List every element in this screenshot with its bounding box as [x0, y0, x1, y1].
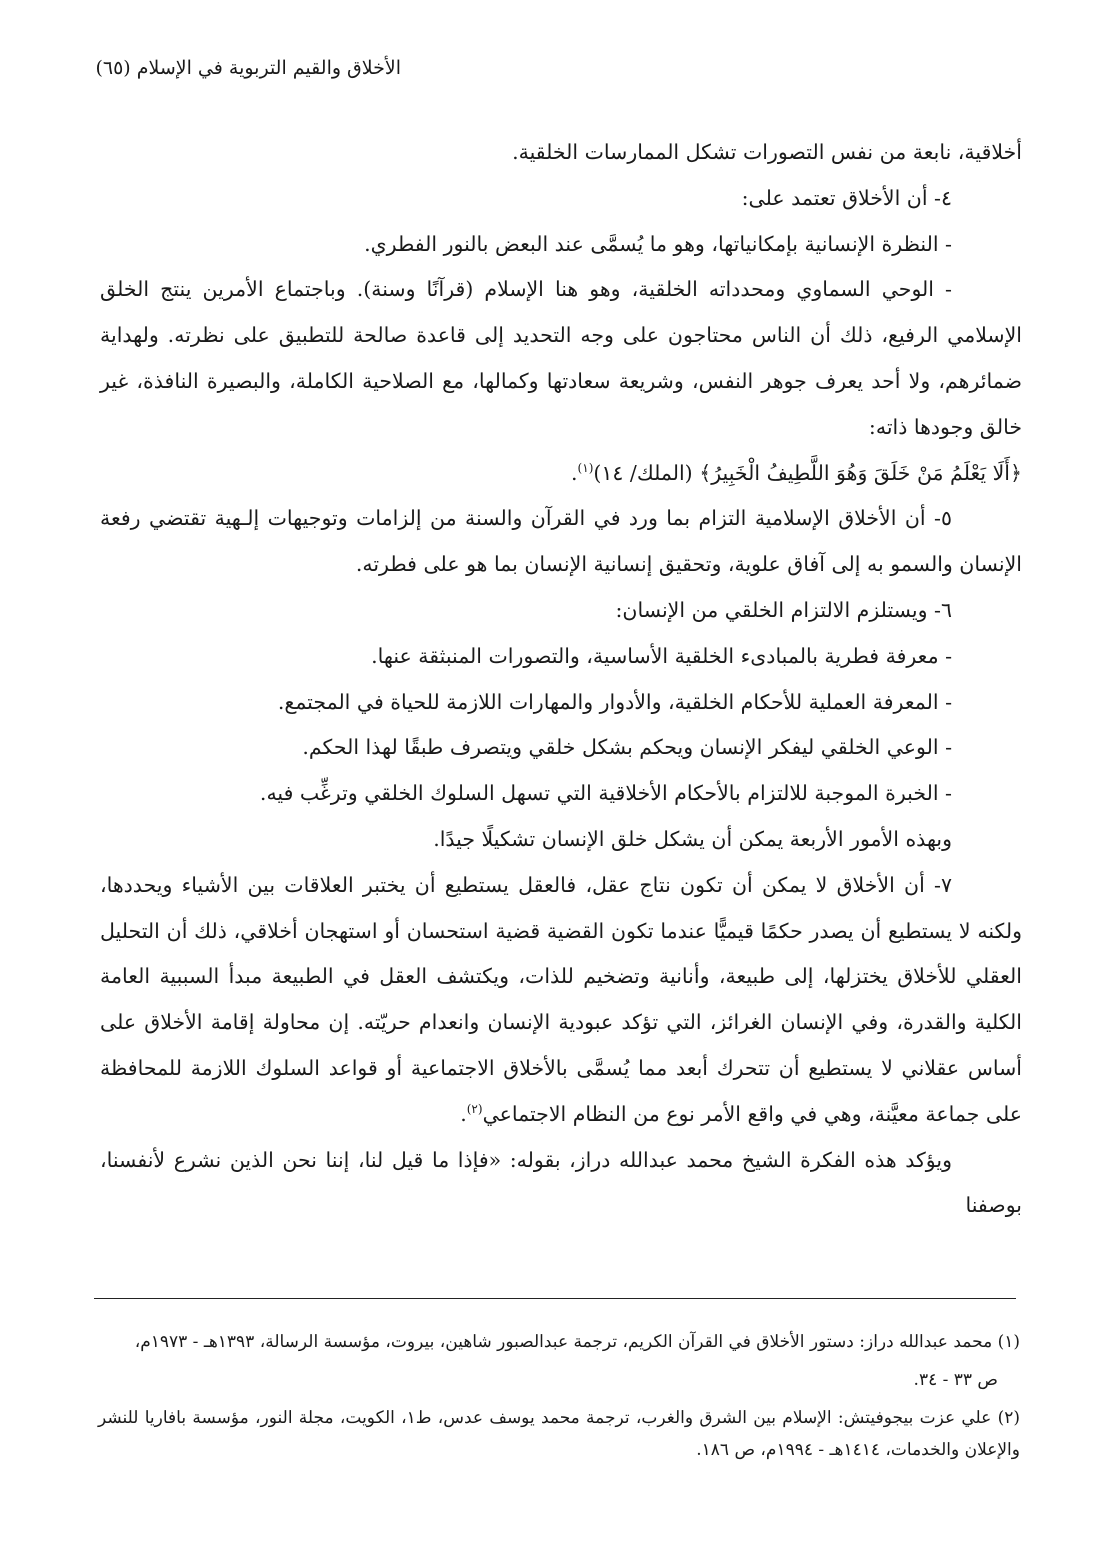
footnote-ref[interactable]: (١) [577, 460, 594, 475]
numbered-point: ٦- ويستلزم الالتزام الخلقي من الإنسان: [615, 597, 952, 622]
numbered-point: ٥- أن الأخلاق الإسلامية التزام بما ورد في القرآن والسنة من إلزامات وتوجيهات إلـهية تقتضي رفعة الإنسان والسمو به إلى آفاق علوية، وتحقيق إنسانية الإنسان بما هو على فطرته. [100, 506, 1022, 577]
footnote-divider [94, 1298, 1016, 1299]
footnote-ref[interactable]: (٢) [466, 1101, 483, 1116]
list-item: - الوعي الخلقي ليفكر الإنسان ويحكم بشكل خلقي ويتصرف طبقًا لهذا الحكم. [302, 735, 952, 760]
paragraph: ويؤكد هذه الفكرة الشيخ محمد عبدالله دراز، بقوله: «فإذا ما قيل لنا، إننا نحن الذين نشرع لأنفسنا، بوصفنا [100, 1147, 1022, 1218]
paragraph: وبهذه الأمور الأربعة يمكن أن يشكل خلق الإنسان تشكيلًا جيدًا. [433, 826, 952, 851]
footnote-1: (١) محمد عبدالله دراز: دستور الأخلاق في القرآن الكريم، ترجمة عبدالصبور شاهين، بيروت، مؤسسة الرسالة، ١٣٩٣هـ - ١٩٧٣م، [134, 1332, 1020, 1352]
footnote-1-continued: ص ٣٣ - ٣٤. [913, 1370, 998, 1390]
paragraph: أخلاقية، نابعة من نفس التصورات تشكل الممارسات الخلقية. [512, 140, 1022, 164]
running-header: الأخلاق والقيم التربوية في الإسلام (٦٥) [95, 57, 401, 79]
main-text [100, 130, 1022, 1229]
list-item: - معرفة فطرية بالمبادىء الخلقية الأساسية، والتصورات المنبثقة عنها. [371, 643, 952, 668]
numbered-point [100, 863, 1022, 1138]
footnotes [98, 1326, 1020, 1472]
period: . [571, 460, 578, 485]
footnote-2: (٢) علي عزت بيجوفيتش: الإسلام بين الشرق والغرب، ترجمة محمد يوسف عدس، ط١، الكويت، مجلة النور، مؤسسة بافاريا للنشر والإعلان والخدمات، ١٤١٤هـ - ١٩٩٤م، ص ١٨٦. [98, 1408, 1020, 1460]
quran-verse-line [100, 451, 1022, 497]
list-item: - الوحي السماوي ومحدداته الخلقية، وهو هنا الإسلام (قرآنًا وسنة). وباجتماع الأمرين ينتج الخلق الإسلامي الرفيع، ذلك أن الناس محتاجون على وجه التحديد إلى قاعدة صالحة للتطبيق على نظرته. ولهداية ضمائرهم، ولا أحد يعرف جوهر النفس، وشريعة سعادتها وكمالها، مع الصلاحية الكاملة، والبصيرة النافذة، غير خالق وجودها ذاته: [100, 277, 1022, 439]
list-item: - المعرفة العملية للأحكام الخلقية، والأدوار والمهارات اللازمة للحياة في المجتمع. [277, 689, 952, 714]
quran-verse: ﴿أَلَا يَعْلَمُ مَنْ خَلَقَ وَهُوَ اللَّطِيفُ الْخَبِيرُ﴾ (الملك/ ١٤) [593, 460, 1022, 485]
period: . [460, 1101, 467, 1126]
list-item: - الخبرة الموجبة للالتزام بالأحكام الأخلاقية التي تسهل السلوك الخلقي وترغِّب فيه. [259, 781, 952, 806]
numbered-point: ٤- أن الأخلاق تعتمد على: [741, 185, 952, 210]
numbered-point-text: ٧- أن الأخلاق لا يمكن أن تكون نتاج عقل، فالعقل يستطيع أن يختبر العلاقات بين الأشياء ويحددها، ولكنه لا يستطيع أن يصدر حكمًا قيميًّا عندما تكون القضية قضية استحسان أو استهجان أخلاقي، ذلك أن التحليل العقلي للأخلاق يختزلها، إلى طبيعة، وأنانية وتضخيم للذات، ويكتشف العقل في الطبيعة مبدأ السببية العامة الكلية والقدرة، وفي الإنسان الغرائز، التي تؤكد عبودية الإنسان وانعدام حريّته. إن محاولة إقامة الأخلاق على أساس عقلاني لا يستطيع أن تتحرك أبعد مما يُسمَّى بالأخلاق الاجتماعية أو قواعد السلوك اللازمة للمحافظة على جماعة معيَّنة، وهي في واقع الأمر نوع من النظام الاجتماعي [100, 872, 1022, 1126]
list-item: - النظرة الإنسانية بإمكانياتها، وهو ما يُسمَّى عند البعض بالنور الفطري. [364, 231, 952, 256]
